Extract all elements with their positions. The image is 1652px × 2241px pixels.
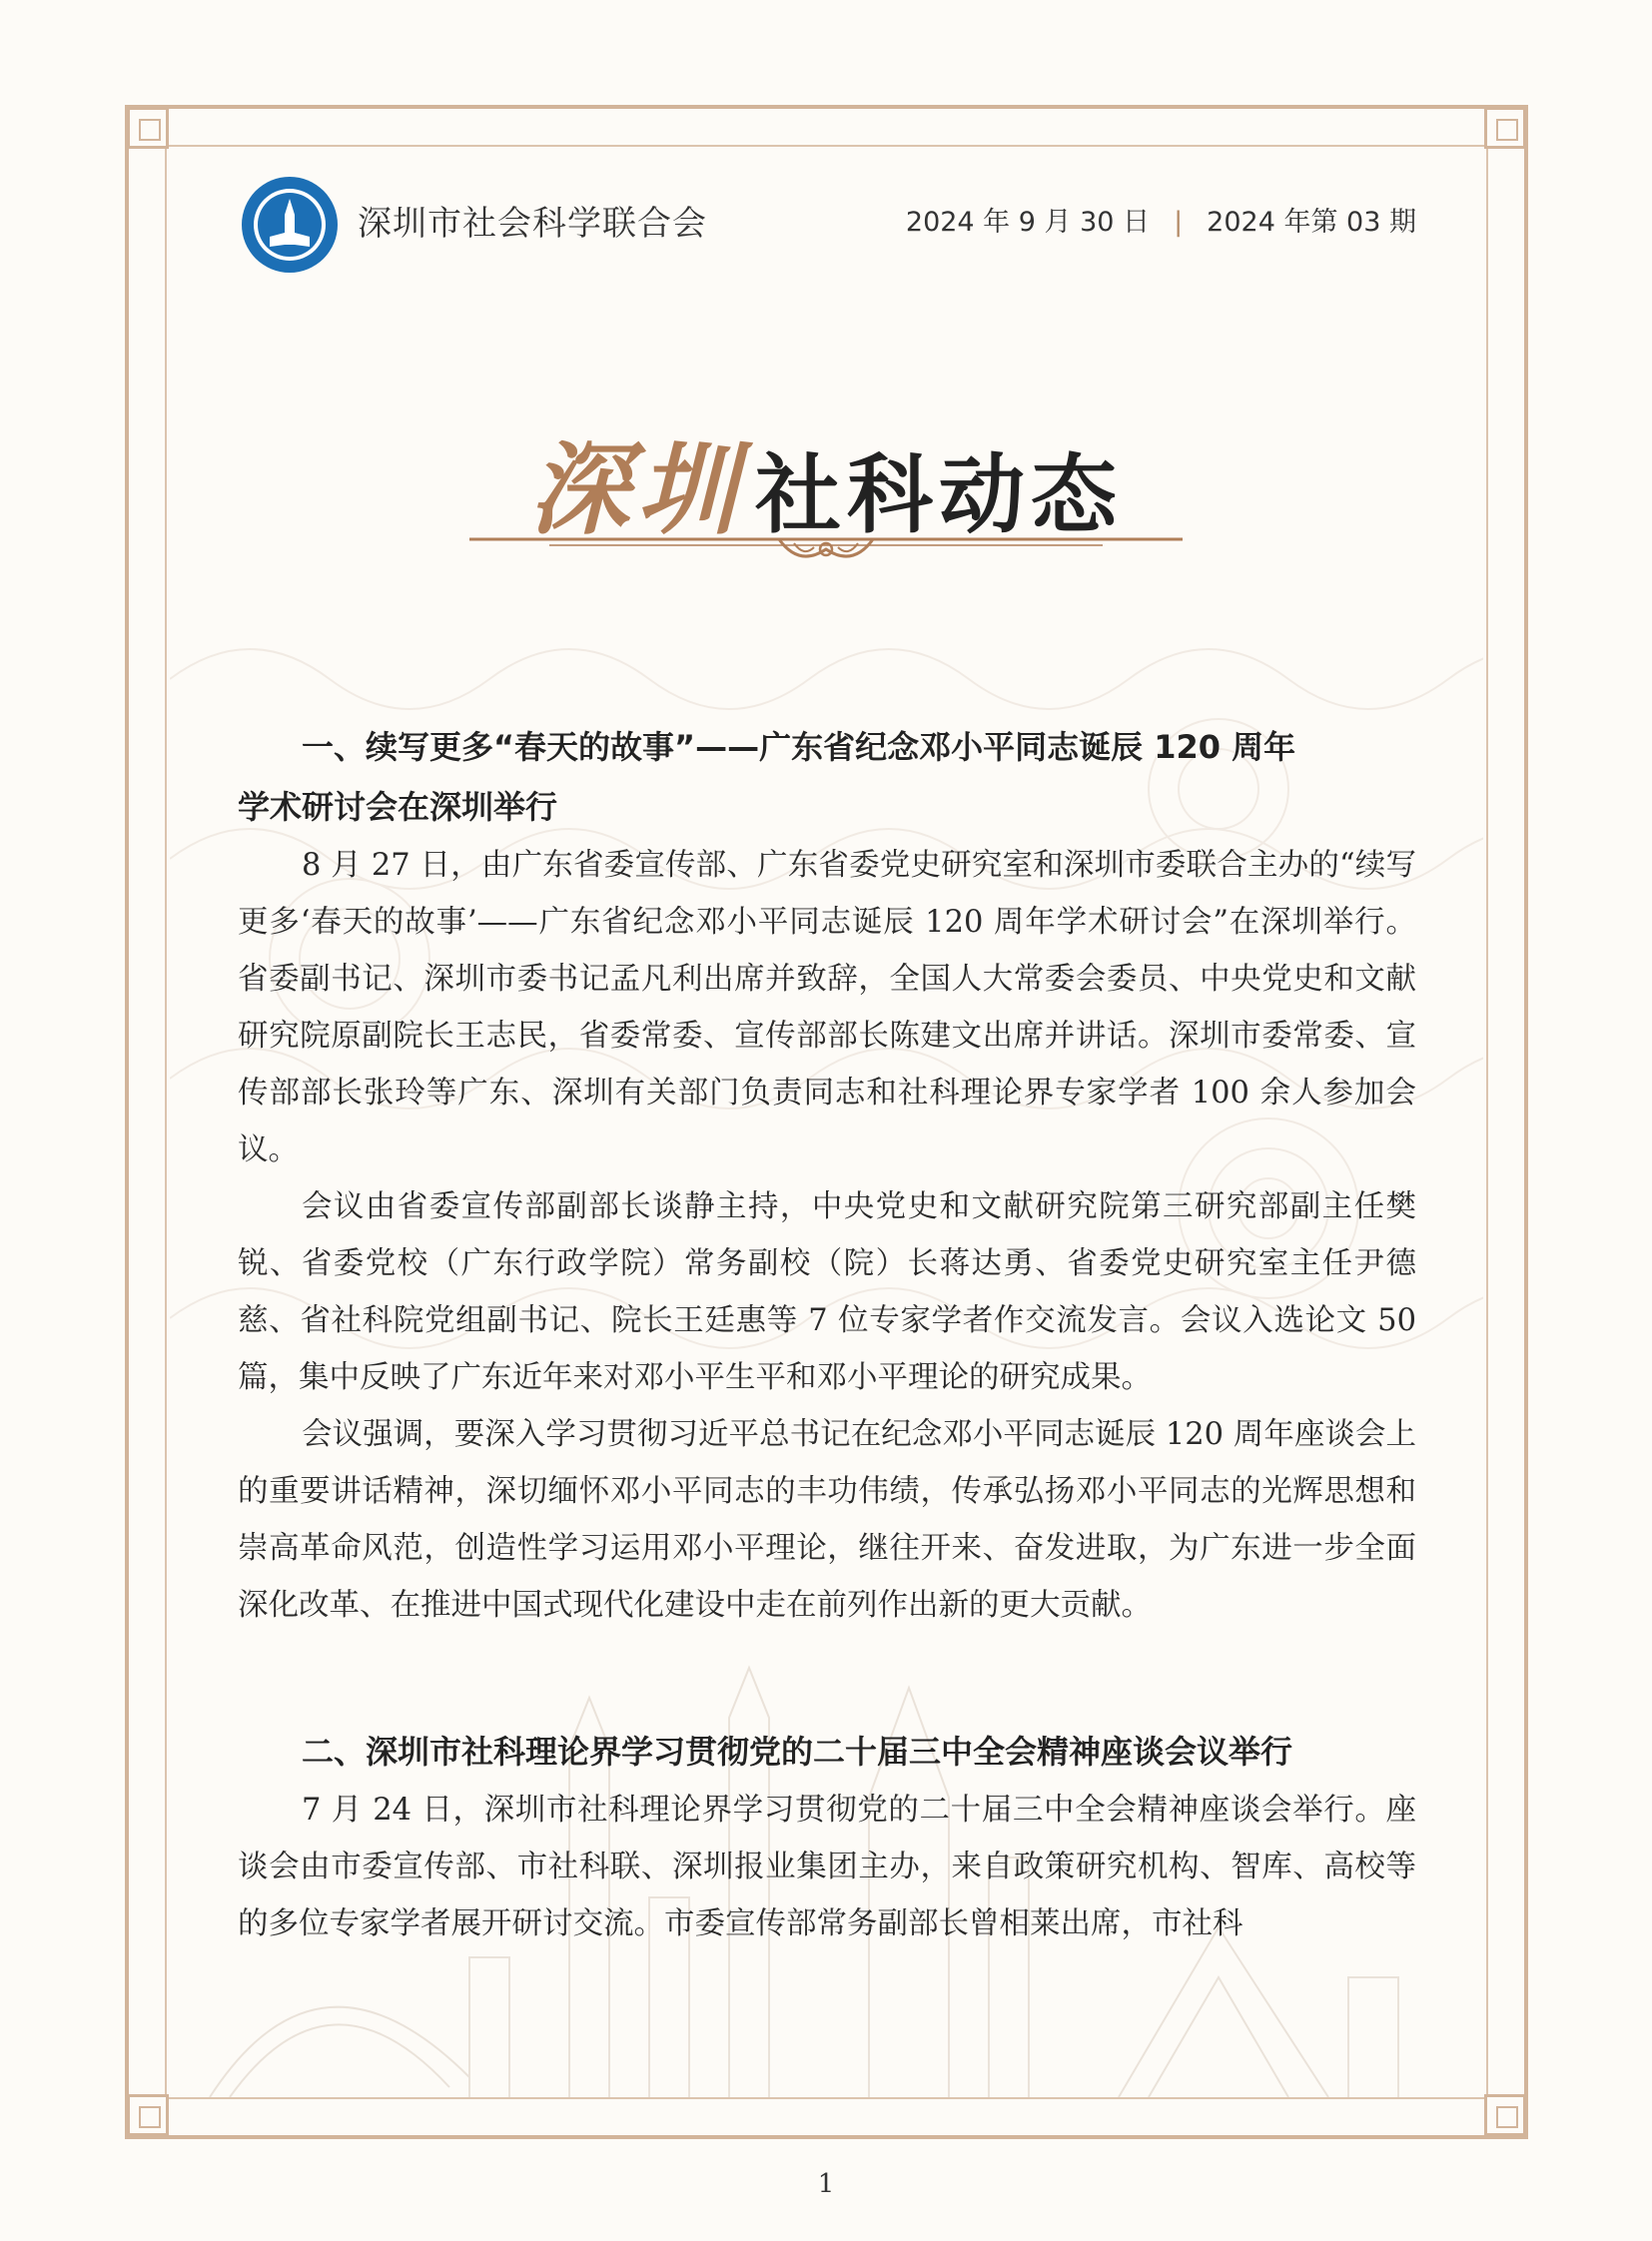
frame-corner-top-right (1484, 107, 1526, 149)
frame-corner-top-left (127, 107, 169, 149)
section-1-heading-line-2: 学术研讨会在深圳举行 (238, 788, 558, 826)
section-1-heading-line-1: 一、续写更多“春天的故事”——广东省纪念邓小平同志诞辰 120 周年 (302, 728, 1296, 766)
organization-name: 深圳市社会科学联合会 (358, 204, 707, 244)
article-section-1 (238, 717, 1416, 1634)
masthead-ornament-rule (469, 519, 1183, 569)
skssl-logo-icon (240, 175, 340, 275)
masthead-title-dynamics: 社科动态 (755, 444, 1123, 545)
section-2-heading: 二、深圳市社科理论界学习贯彻党的二十届三中全会精神座谈会议举行 (302, 1733, 1293, 1771)
meta-separator: | (1174, 207, 1184, 238)
frame-corner-bottom-left (127, 2094, 169, 2136)
section-1-paragraph-2: 会议由省委宣传部副部长谈静主持，中央党史和文献研究院第三研究部副主任樊锐、省委党校（广东行政学院）常务副校（院）长蒋达勇、省委党史研究室主任尹德慈、省社科院党组副书记、院长王廷惠等 7 位专家学者作交流发言。会议入选论文 50 篇，集中反映了广东近年来对邓小平生平和邓小平理论的研究成果。 (238, 1189, 1416, 1395)
section-1-paragraph-1: 8 月 27 日，由广东省委宣传部、广东省委党史研究室和深圳市委联合主办的“续写更多‘春天的故事’——广东省纪念邓小平同志诞辰 120 周年学术研讨会”在深圳举行。省委副书记、深圳市委书记孟凡利出席并致辞，全国人大常委会委员、中央党史和文献研究院原副院长王志民，省委常委、宣传部部长陈建文出席并讲话。深圳市委常委、宣传部部长张玲等广东、深圳有关部门负责同志和社科理论界专家学者 100 余人参加会议。 (238, 848, 1416, 1167)
masthead-title (0, 409, 1652, 548)
section-2-paragraph-1: 7 月 24 日，深圳市社科理论界学习贯彻党的二十届三中全会精神座谈会举行。座谈会由市委宣传部、市社科联、深圳报业集团主办，来自政策研究机构、智库、高校等的多位专家学者展开研讨交流。市委宣传部常务副部长曾相莱出席，市社科 (238, 1793, 1416, 1941)
frame-corner-bottom-right (1484, 2094, 1526, 2136)
issue-number: 2024 年第 03 期 (1207, 207, 1416, 238)
masthead-title-shenzhen: 深圳 (529, 430, 745, 548)
page-number: 1 (817, 2169, 835, 2199)
section-1-paragraph-3: 会议强调，要深入学习贯彻习近平总书记在纪念邓小平同志诞辰 120 周年座谈会上的重要讲话精神，深切缅怀邓小平同志的丰功伟绩，传承弘扬邓小平同志的光辉思想和崇高革命风范，创造性学习运用邓小平理论，继往开来、奋发进取，为广东进一步全面深化改革、在推进中国式现代化建设中走在前列作出新的更大贡献。 (238, 1417, 1416, 1623)
issue-meta (906, 200, 1416, 239)
article-section-2 (238, 1722, 1416, 1952)
publish-date: 2024 年 9 月 30 日 (905, 207, 1151, 238)
